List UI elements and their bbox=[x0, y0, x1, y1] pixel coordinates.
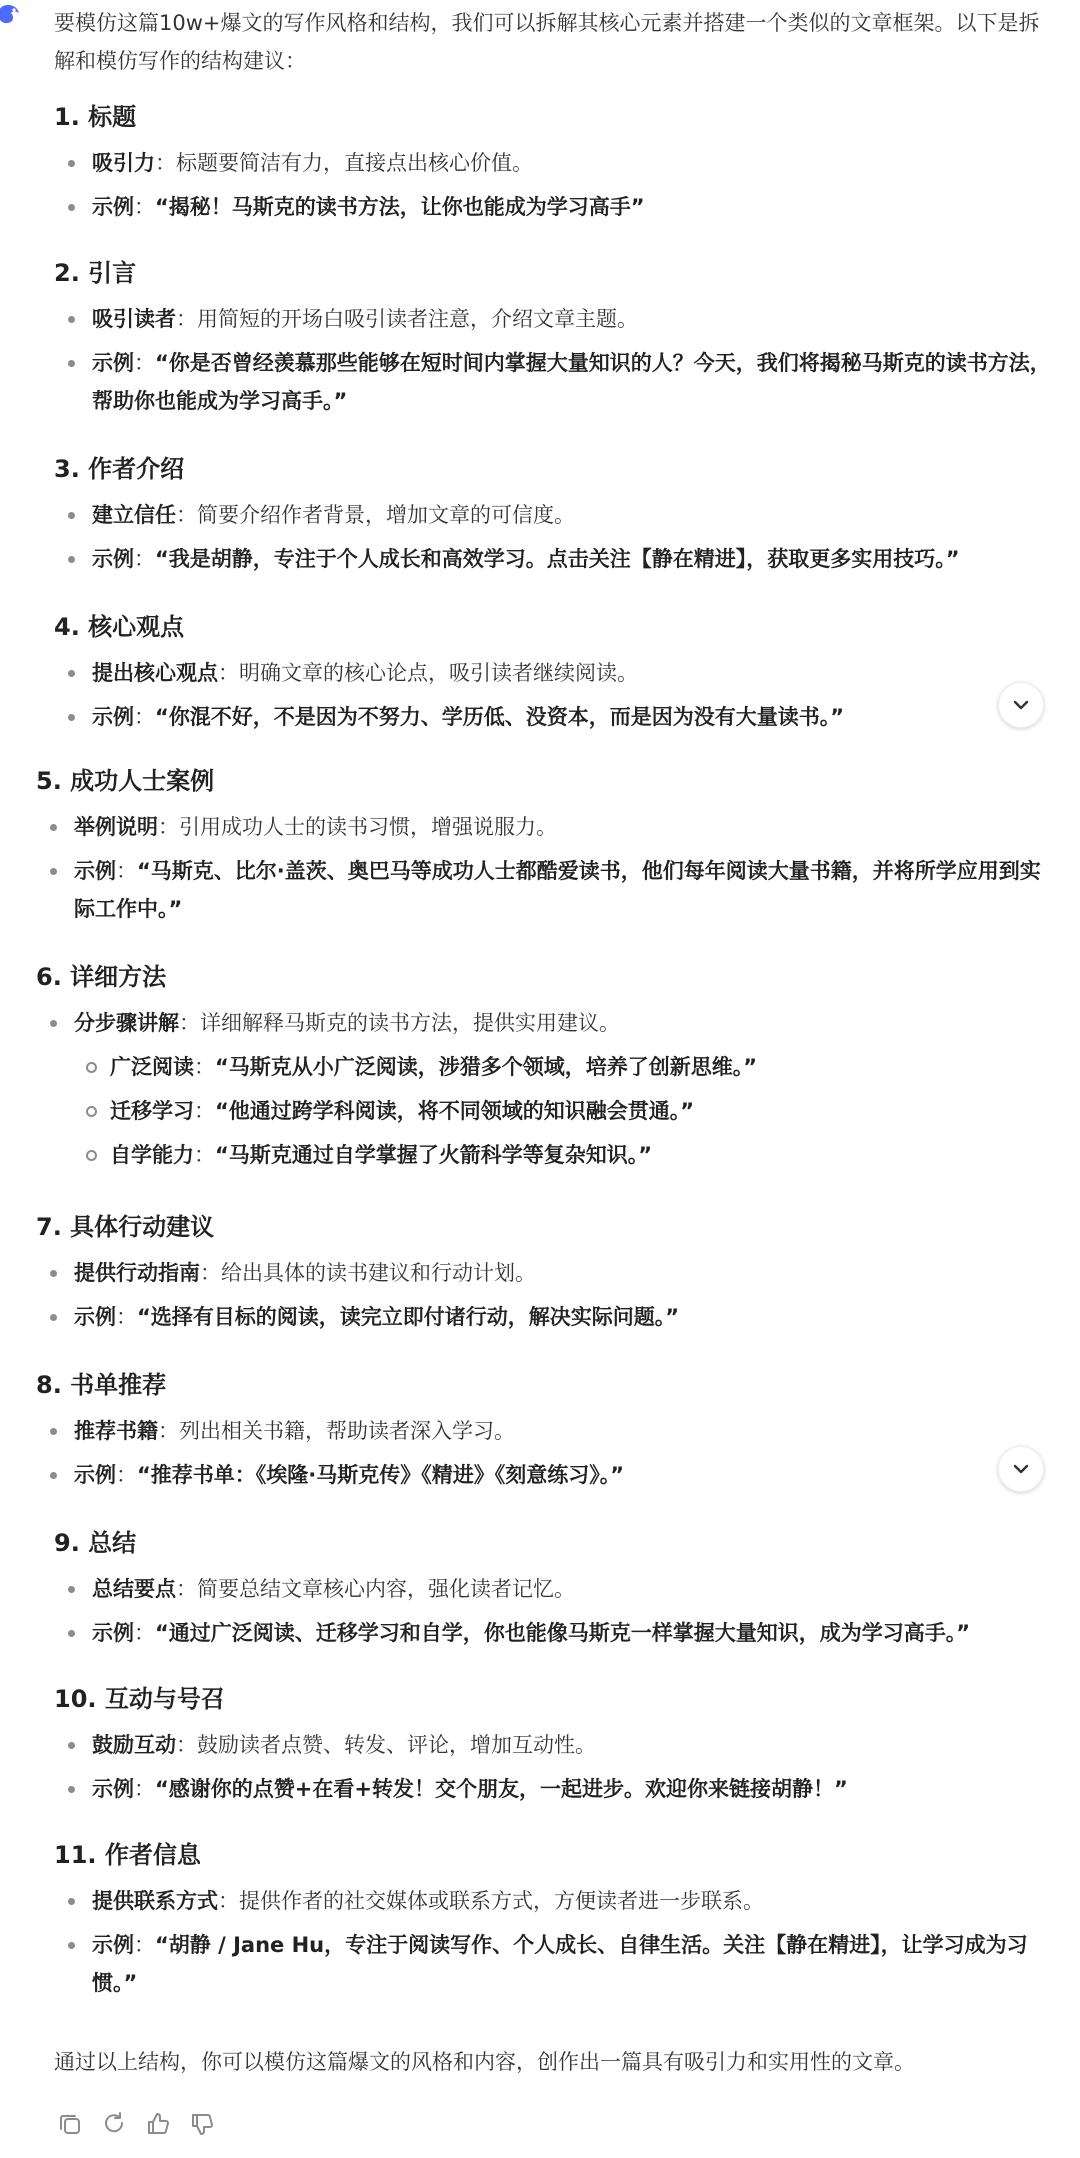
section-heading: 2. 引言 bbox=[54, 259, 137, 287]
intro-paragraph: 要模仿这篇10w+爆文的写作风格和结构，我们可以拆解其核心元素并搭建一个类似的文章框架。以下是拆解和模仿写作的结构建议： bbox=[54, 11, 1040, 73]
list-item: 提出核心观点：明确文章的核心论点，吸引读者继续阅读。 bbox=[54, 654, 1064, 692]
section-heading: 7. 具体行动建议 bbox=[36, 1213, 215, 1241]
section-heading: 11. 作者信息 bbox=[54, 1841, 201, 1869]
like-button[interactable] bbox=[144, 2110, 172, 2138]
section-2 bbox=[54, 256, 1064, 426]
list-item: 分步骤讲解：详细解释马斯克的读书方法，提供实用建议。 广泛阅读：“马斯克从小广泛阅读，涉猎多个领域，培养了创新思维。” 迁移学习：“他通过跨学科阅读，将不同领域的知识融会贯通。” 自学能力：“马斯克通过自学掌握了火箭科学等复杂知识。” bbox=[36, 1004, 1046, 1174]
list-item: 示例：“揭秘！马斯克的读书方法，让你也能成为学习高手” bbox=[54, 188, 1064, 226]
section-10 bbox=[54, 1682, 1064, 1814]
list-item: 示例：“通过广泛阅读、迁移学习和自学，你也能像马斯克一样掌握大量知识，成为学习高手。” bbox=[54, 1614, 1064, 1652]
dislike-button[interactable] bbox=[188, 2110, 216, 2138]
list-item: 鼓励互动：鼓励读者点赞、转发、评论，增加互动性。 bbox=[54, 1726, 1064, 1764]
list-item: 提供联系方式：提供作者的社交媒体或联系方式，方便读者进一步联系。 bbox=[54, 1882, 1064, 1920]
list-item: 示例：“胡静 / Jane Hu，专注于阅读写作、个人成长、自律生活。关注【静在精进】，让学习成为习惯。” bbox=[54, 1926, 1064, 2002]
section-11 bbox=[54, 1838, 1064, 2008]
list-item: 总结要点：简要总结文章核心内容，强化读者记忆。 bbox=[54, 1570, 1064, 1608]
section-heading: 9. 总结 bbox=[54, 1529, 137, 1557]
section-7 bbox=[36, 1210, 1046, 1342]
section-6 bbox=[36, 960, 1046, 1180]
list-item: 示例：“感谢你的点赞+在看+转发！交个朋友，一起进步。欢迎你来链接胡静！” bbox=[54, 1770, 1064, 1808]
list-item: 示例：“你混不好，不是因为不努力、学历低、没资本，而是因为没有大量读书。” bbox=[54, 698, 1064, 736]
section-9 bbox=[54, 1526, 1064, 1658]
list-item: 示例：“选择有目标的阅读，读完立即付诸行动，解决实际问题。” bbox=[36, 1298, 1046, 1336]
section-heading: 1. 标题 bbox=[54, 103, 137, 131]
list-item: 示例：“马斯克、比尔·盖茨、奥巴马等成功人士都酷爱读书，他们每年阅读大量书籍，并将所学应用到实际工作中。” bbox=[36, 852, 1046, 928]
regenerate-icon bbox=[101, 2111, 127, 2137]
list-item: 示例：“我是胡静，专注于个人成长和高效学习。点击关注【静在精进】，获取更多实用技巧。” bbox=[54, 540, 1064, 578]
outro-paragraph: 通过以上结构，你可以模仿这篇爆文的风格和内容，创作出一篇具有吸引力和实用性的文章。 bbox=[54, 2050, 915, 2074]
collapse-button[interactable] bbox=[998, 682, 1044, 728]
section-heading: 10. 互动与号召 bbox=[54, 1685, 225, 1713]
thumbs-down-icon bbox=[189, 2111, 215, 2137]
section-8 bbox=[36, 1368, 1046, 1500]
list-item: 吸引读者：用简短的开场白吸引读者注意，介绍文章主题。 bbox=[54, 300, 1064, 338]
section-1 bbox=[54, 100, 1064, 232]
regenerate-button[interactable] bbox=[100, 2110, 128, 2138]
section-heading: 5. 成功人士案例 bbox=[36, 767, 215, 795]
copy-icon bbox=[57, 2111, 83, 2137]
chevron-down-icon bbox=[1010, 694, 1032, 716]
list-item: 建立信任：简要介绍作者背景，增加文章的可信度。 bbox=[54, 496, 1064, 534]
section-4 bbox=[54, 610, 1064, 742]
message-action-bar bbox=[56, 2110, 216, 2138]
list-item: 吸引力：标题要简洁有力，直接点出核心价值。 bbox=[54, 144, 1064, 182]
section-5 bbox=[36, 764, 1046, 934]
list-item: 示例：“推荐书单：《埃隆·马斯克传》《精进》《刻意练习》。” bbox=[36, 1456, 1046, 1494]
list-item: 举例说明：引用成功人士的读书习惯，增强说服力。 bbox=[36, 808, 1046, 846]
sub-list-item: 广泛阅读：“马斯克从小广泛阅读，涉猎多个领域，培养了创新思维。” bbox=[74, 1048, 1046, 1086]
thumbs-up-icon bbox=[145, 2111, 171, 2137]
list-item: 推荐书籍：列出相关书籍，帮助读者深入学习。 bbox=[36, 1412, 1046, 1450]
list-item: 提供行动指南：给出具体的读书建议和行动计划。 bbox=[36, 1254, 1046, 1292]
section-heading: 3. 作者介绍 bbox=[54, 455, 185, 483]
collapse-button[interactable] bbox=[998, 1446, 1044, 1492]
section-3 bbox=[54, 452, 1064, 584]
sub-list-item: 自学能力：“马斯克通过自学掌握了火箭科学等复杂知识。” bbox=[74, 1136, 1046, 1174]
section-heading: 8. 书单推荐 bbox=[36, 1371, 167, 1399]
copy-button[interactable] bbox=[56, 2110, 84, 2138]
list-item: 示例：“你是否曾经羡慕那些能够在短时间内掌握大量知识的人？今天，我们将揭秘马斯克的读书方法，帮助你也能成为学习高手。” bbox=[54, 344, 1064, 420]
section-heading: 6. 详细方法 bbox=[36, 963, 167, 991]
assistant-logo-icon bbox=[0, 0, 26, 30]
chevron-down-icon bbox=[1010, 1458, 1032, 1480]
sub-list-item: 迁移学习：“他通过跨学科阅读，将不同领域的知识融会贯通。” bbox=[74, 1092, 1046, 1130]
section-heading: 4. 核心观点 bbox=[54, 613, 185, 641]
